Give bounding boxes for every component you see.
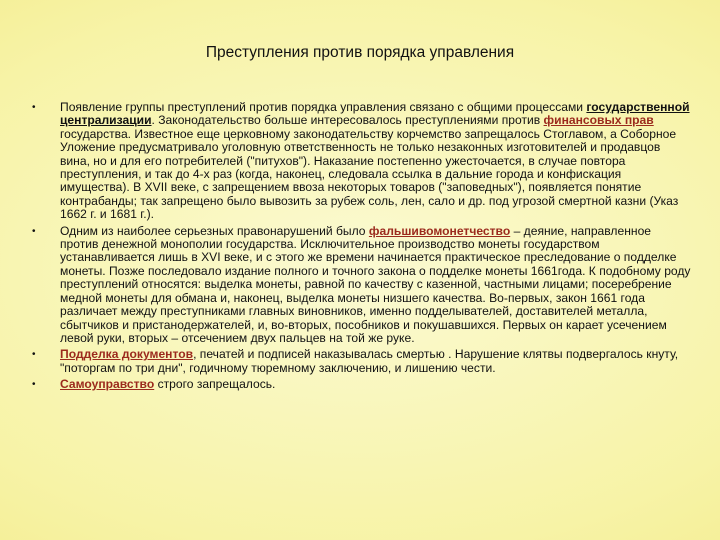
text-segment: государства. Известное еще церковному законодательству корчемство запрещалось Стоглавом, а Соборное Уложение предусматривало уголовную ответственность не только незаконных изготовителей и продавцов вина, но и для его потребителей ("питухов"). Наказание постепенно ужесточается, в случае повтора преступления, и так до 4-х раз (когда, наконец, следовала ссылка в дальние города и конфискация имущества). В XVII веке, с запрещением ввоза некоторых товаров ("заповедных"), появляется понятие контрабанды; так запрещено было вывозить за рубеж соль, лен, сало и др. под угрозой смертной казни (Указ 1662 г. и 1681 г.). <box>60 126 679 222</box>
slide-title: Преступления против порядка управления <box>205 44 515 61</box>
bullet-marker: • <box>32 379 36 391</box>
bullet-item <box>32 348 692 375</box>
bullet-item <box>32 378 692 391</box>
bullet-item <box>32 225 692 346</box>
text-segment: , печатей и подписей наказывалась смертью . Нарушение клятвы подвергалось кнуту, "поторгам по три дни", годичному тюремному заключению, и лишению чести. <box>60 347 679 375</box>
bullet-marker: • <box>32 102 36 113</box>
bullet-list <box>32 101 692 395</box>
text-segment: Одним из наиболее серьезных правонарушений было <box>60 223 369 238</box>
link-document-forgery[interactable]: Подделка документов <box>60 347 194 362</box>
link-arbitrariness[interactable]: Самоуправство <box>60 377 155 392</box>
bullet-marker: • <box>32 349 36 361</box>
bullet-item <box>32 101 692 222</box>
text-segment: – деяние, направленное против денежной монополии государства. Исключительное производство монеты государством устанавливается лишь в XVI веке, и с этого же времени начинается практическое преследование о подделке монеты. Позже последовало издание полного и точного закона о подделке монеты 1661года. К подобному роду преступлений относятся: выделка монеты, равной по качеству с казенной, частными лицами; посеребрение медной монеты для обмана и, наконец, выделка монеты низшего качества. Во-первых, закон 1661 года различает между преступниками главных виновников, именно подделывателей, доставителей металла, сбытчиков и пристанодержателей, и, во-вторых, пособников и покушавшихся. Первых он карает усечением левой руки, вторых – отсечением двух пальцев на той же руке. <box>60 223 691 345</box>
bullet-text <box>60 224 690 345</box>
text-segment: Появление группы преступлений против порядка управления связано с общими процессами <box>60 100 587 114</box>
keyword-state-centralization: государственной централизации <box>60 100 690 128</box>
link-financial-rights[interactable]: финансовых прав <box>543 113 654 128</box>
bullet-text <box>60 100 690 221</box>
link-counterfeiting[interactable]: фальшивомонетчество <box>368 223 511 238</box>
text-segment: . Законодательство больше интересовалось преступлениями против <box>151 113 544 128</box>
bullet-marker: • <box>32 225 36 237</box>
text-segment: строго запрещалось. <box>154 377 276 392</box>
bullet-text <box>60 377 275 391</box>
bullet-text <box>60 347 678 374</box>
